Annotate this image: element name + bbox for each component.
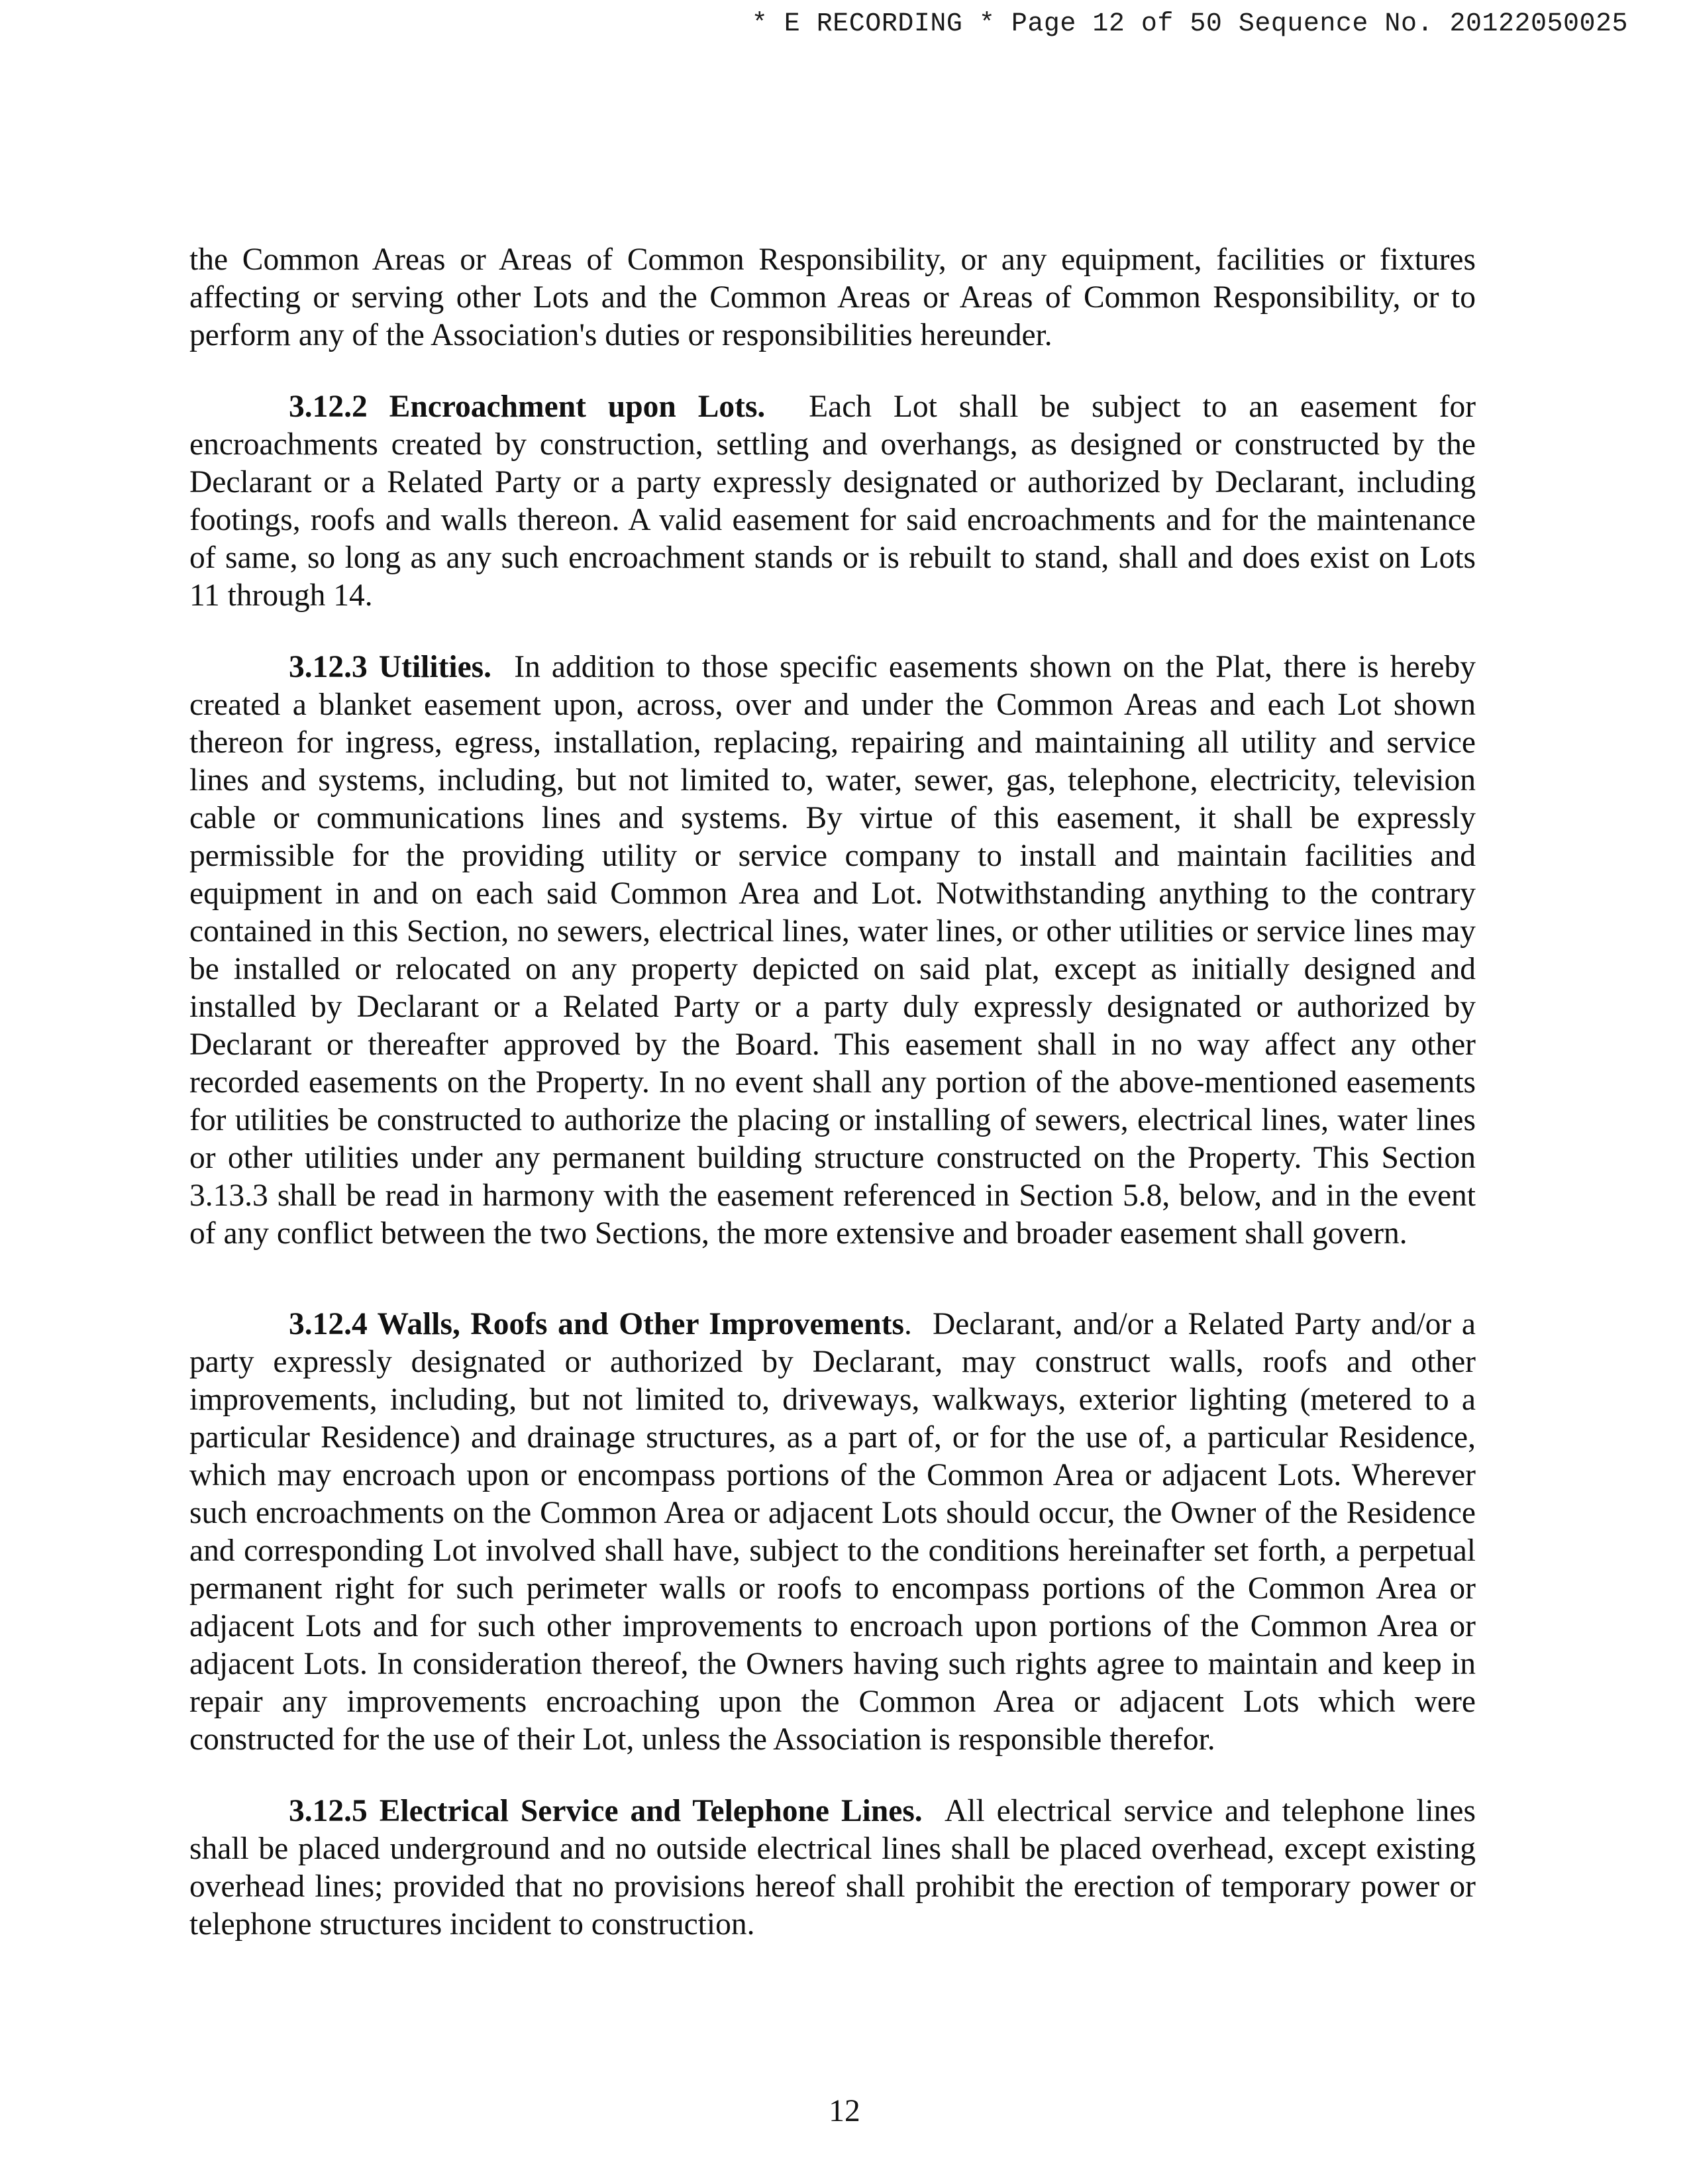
recording-header: * E RECORDING * Page 12 of 50 Sequence No. 20122050025 (751, 9, 1628, 39)
page-number: 12 (829, 2094, 860, 2128)
section-heading: 3.12.2 Encroachment upon Lots. (289, 390, 766, 424)
document-body (189, 241, 1476, 1977)
section-3-12-2 (189, 388, 1476, 615)
continuation-paragraph: the Common Areas or Areas of Common Responsibility, or any equipment, facilities or fixtures affecting or serving other Lots and the Common Areas or Areas of Common Responsibility, or to perform any of the Association's duties or responsibilities hereunder. (189, 242, 1476, 352)
section-heading: 3.12.4 Walls, Roofs and Other Improvements (289, 1307, 904, 1341)
section-3-12-5 (189, 1793, 1476, 1944)
section-body: Declarant, and/or a Related Party and/or a party expressly designated or authorized by Declarant, may construct walls, roofs and other improvements, including, but not limited to, driveways, walkways, exterior lighting (metered to a particular Residence) and drainage structures, as a part of, or for the use of, a particular Residence, which may encroach upon or encompass portions of the Common Area or adjacent Lots. Wherever such encroachments on the Common Area or adjacent Lots should occur, the Owner of the Residence and corresponding Lot involved shall have, subject to the conditions hereinafter set forth, a perpetual permanent right for such perimeter walls or roofs to encompass portions of the Common Area or adjacent Lots and for such other improvements to encroach upon portions of the Common Area or adjacent Lots. In consideration thereof, the Owners having such rights agree to maintain and keep in repair any improvements encroaching upon the Common Area or adjacent Lots which were constructed for the use of their Lot, unless the Association is responsible therefor. (189, 1307, 1476, 1757)
section-heading: 3.12.3 Utilities. (289, 650, 492, 684)
section-heading: 3.12.5 Electrical Service and Telephone Lines. (289, 1794, 923, 1828)
section-3-12-4 (189, 1306, 1476, 1759)
section-body: In addition to those specific easements shown on the Plat, there is hereby created a blanket easement upon, across, over and under the Common Areas and each Lot shown thereon for ingress, egress, installation, replacing, repairing and maintaining all utility and service lines and systems, including, but not limited to, water, sewer, gas, telephone, electricity, television cable or communications lines and systems. By virtue of this easement, it shall be expressly permissible for the providing utility or service company to install and maintain facilities and equipment in and on each said Common Area and Lot. Notwithstanding anything to the contrary contained in this Section, no sewers, electrical lines, water lines, or other utilities or service lines may be installed or relocated on any property depicted on said plat, except as initially designed and installed by Declarant or a Related Party or a party duly expressly designated or authorized by Declarant or thereafter approved by the Board. This easement shall in no way affect any other recorded easements on the Property. In no event shall any portion of the above-mentioned easements for utilities be constructed to authorize the placing or installing of sewers, electrical lines, water lines or other utilities under any permanent building structure constructed on the Property. This Section 3.13.3 shall be read in harmony with the easement referenced in Section 5.8, below, and in the event of any conflict between the two Sections, the more extensive and broader easement shall govern. (189, 650, 1476, 1251)
section-3-12-3 (189, 649, 1476, 1253)
section-heading-period: . (903, 1307, 912, 1341)
section-body: All electrical service and telephone lines shall be placed underground and no outside electrical lines shall be placed overhead, except existing overhead lines; provided that no provisions hereof shall prohibit the erection of temporary power or telephone structures incident to construction. (189, 1794, 1476, 1942)
section-body: Each Lot shall be subject to an easement for encroachments created by construction, settling and overhangs, as designed or constructed by the Declarant or a Related Party or a party expressly designated or authorized by Declarant, including footings, roofs and walls thereon. A valid easement for said encroachments and for the maintenance of same, so long as any such encroachment stands or is rebuilt to stand, shall and does exist on Lots 11 through 14. (189, 390, 1476, 613)
